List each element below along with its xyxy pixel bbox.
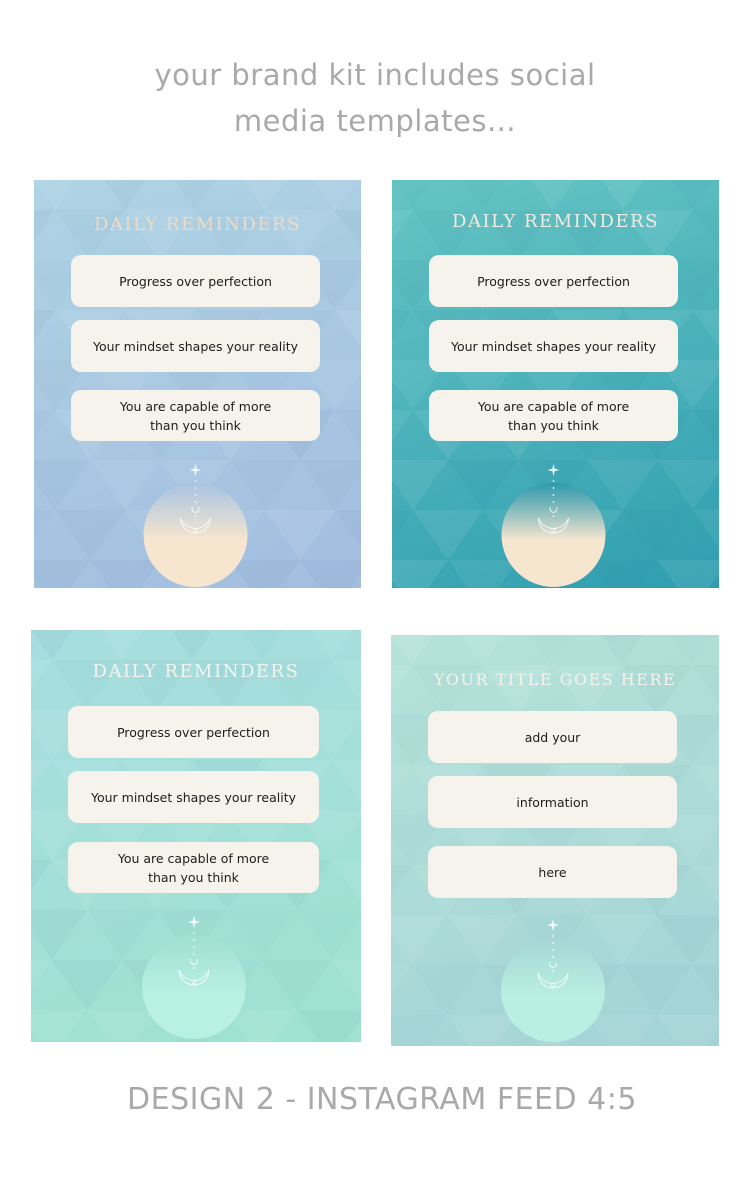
charm-dot [193,946,195,948]
reminder-text-line: You are capable of more [119,398,272,414]
charm-dot [193,967,195,969]
reminder-text-line: You are capable of more [117,850,270,866]
template-card-mint [31,630,361,1042]
charm-dot [553,487,555,489]
reminder-text-line: than you think [508,417,599,433]
moon-charm-icon [31,902,361,1042]
charm-dot [193,953,195,955]
moon-charm-icon [391,905,719,1045]
reminder-pill [429,255,678,307]
moon-shape [502,483,606,587]
reminder-text-line: than you think [150,417,241,433]
reminder-pill [429,390,678,441]
charm-dot [553,480,555,482]
card-title: DAILY REMINDERS [452,211,659,232]
charm-dot [552,935,554,937]
placeholder-text: add your [524,729,581,745]
placeholder-text: here [538,864,567,880]
charm-dot [553,494,555,496]
design-caption: DESIGN 2 - INSTAGRAM FEED 4:5 [127,1082,637,1117]
template-card-placeholder [391,635,719,1046]
reminder-pill [71,320,320,372]
charm-dot [195,501,197,503]
charm-dot [553,501,555,503]
reminder-text-line: You are capable of more [477,398,630,414]
sparkle-star-icon [188,916,200,928]
reminder-pill [68,706,319,758]
reminder-text: Your mindset shapes your reality [93,338,298,354]
moon-shape [142,935,246,1039]
charm-dot [552,949,554,951]
template-card-teal [392,180,719,588]
charm-dot [552,970,554,972]
reminder-text: Your mindset shapes your reality [91,789,296,805]
charm-dot [553,515,555,517]
charm-dot [552,956,554,958]
charm-dot [193,932,195,934]
sparkle-star-icon [190,464,202,476]
moon-shape [501,938,605,1042]
charm-dot [195,515,197,517]
placeholder-pill [428,776,677,828]
reminder-text-line: than you think [148,869,239,885]
sparkle-star-icon [547,919,559,931]
intro-heading [0,52,750,144]
sparkle-star-icon [548,464,560,476]
reminder-pill [68,771,319,823]
reminder-pill [71,390,320,441]
card-title: YOUR TITLE GOES HERE [433,670,677,689]
charm-dot [195,494,197,496]
moon-shape [144,483,248,587]
reminder-text: Progress over perfection [119,273,272,289]
moon-charm-icon [34,450,361,588]
reminder-text: Progress over perfection [477,273,630,289]
card-title: DAILY REMINDERS [92,661,300,682]
charm-dot [193,939,195,941]
reminder-pill [68,842,319,893]
intro-heading-line-1: your brand kit includes social [154,58,596,92]
moon-charm-icon [392,450,719,588]
reminder-pill [429,320,678,372]
reminder-pill [71,255,320,307]
placeholder-pill [428,846,677,898]
reminder-text: Your mindset shapes your reality [451,338,656,354]
card-title: DAILY REMINDERS [94,214,301,235]
reminder-text: Progress over perfection [117,724,270,740]
charm-dot [195,487,197,489]
charm-dot [195,480,197,482]
placeholder-pill [428,711,677,763]
intro-heading-line-2: media templates... [233,104,517,138]
template-card-blue [34,180,361,588]
charm-dot [552,942,554,944]
placeholder-text: information [516,794,589,810]
